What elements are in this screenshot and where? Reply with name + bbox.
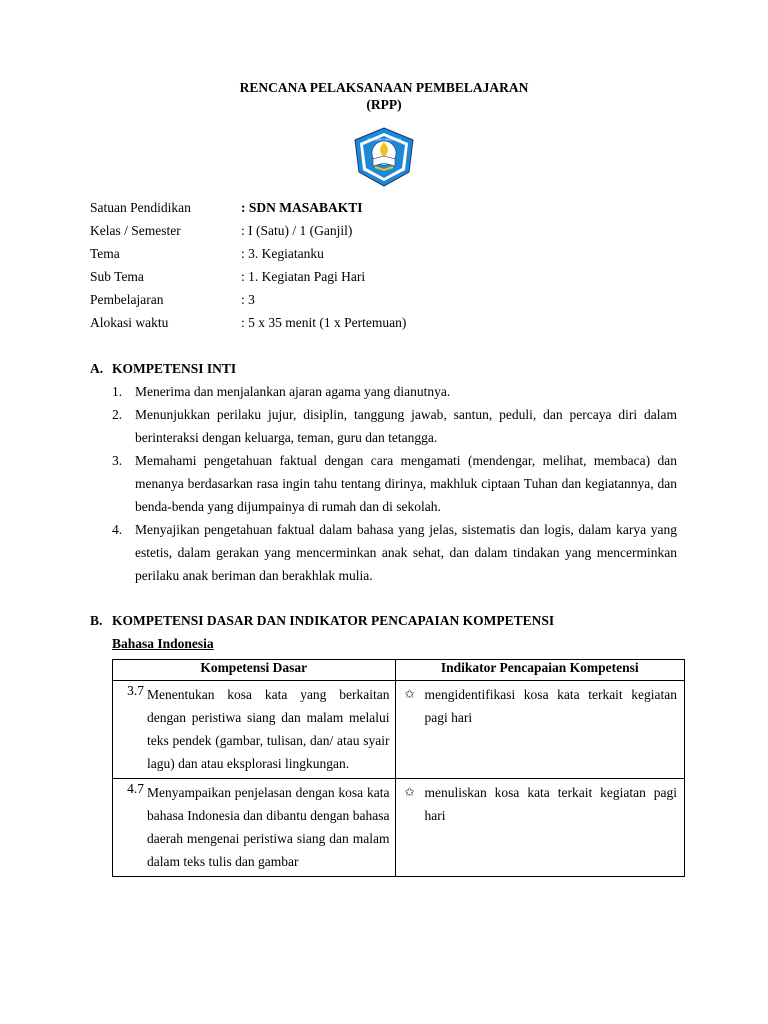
identity-value: : 3 (241, 292, 255, 307)
identity-row (90, 200, 690, 218)
identity-row (90, 269, 690, 287)
identity-value: : 5 x 35 menit (1 x Pertemuan) (241, 315, 407, 330)
column-header-kompetensi-dasar: Kompetensi Dasar (113, 660, 396, 681)
identity-value: : 3. Kegiatanku (241, 246, 324, 261)
table-header-row (113, 660, 685, 681)
indicator-cell (395, 681, 685, 779)
kd-cell (113, 681, 396, 779)
section-heading-kompetensi-dasar (90, 613, 554, 629)
list-item-text: Menunjukkan perilaku jujur, disiplin, tanggung jawab, santun, peduli, dan percaya diri dalam berinteraksi dengan keluarga, teman, guru dan tetangga. (135, 407, 677, 445)
identity-value: : 1. Kegiatan Pagi Hari (241, 269, 366, 284)
section-heading-kompetensi-inti (90, 361, 236, 377)
kd-text: Menyampaikan penjelasan dengan kosa kata bahasa Indonesia dan dibantu dengan bahasa daerah mengenai peristiwa siang dan malam dalam teks tulis dan gambar (147, 785, 390, 869)
list-item-number: 1. (112, 384, 123, 399)
indicator-cell (395, 779, 685, 877)
identity-row (90, 223, 690, 241)
identity-value: : I (Satu) / 1 (Ganjil) (241, 223, 353, 238)
identity-row (90, 315, 690, 333)
identity-label: Alokasi waktu (90, 315, 169, 330)
subject-heading: Bahasa Indonesia (112, 636, 214, 651)
competency-table (112, 659, 685, 877)
indicator-text: mengidentifikasi kosa kata terkait kegiatan pagi hari (424, 687, 677, 725)
logo-motto: TUT WURI HANDAYANI (367, 137, 401, 142)
list-item-text: Menerima dan menjalankan ajaran agama yang dianutnya. (135, 384, 451, 399)
document-subtitle: (RPP) (366, 97, 402, 112)
identity-row (90, 292, 690, 310)
list-item-number: 4. (112, 522, 123, 537)
identity-label: Kelas / Semester (90, 223, 181, 238)
kd-cell (113, 779, 396, 877)
identity-value: : SDN MASABAKTI (241, 200, 363, 215)
section-letter: B. (90, 613, 103, 628)
list-item-number: 3. (112, 453, 123, 468)
table-row (113, 681, 685, 779)
star-outline-icon: ✩ (404, 785, 415, 799)
identity-label: Tema (90, 246, 120, 261)
section-title: KOMPETENSI INTI (112, 361, 237, 376)
identity-label: Pembelajaran (90, 292, 164, 307)
identity-label: Satuan Pendidikan (90, 200, 191, 215)
section-title: KOMPETENSI DASAR DAN INDIKATOR PENCAPAIAN KOMPETENSI (112, 613, 555, 628)
kd-text: Menentukan kosa kata yang berkaitan dengan peristiwa siang dan malam melalui teks pendek (gambar, tulisan, dan/ atau syair lagu) dan atau eksplorasi lingkungan. (147, 687, 390, 771)
list-item-text: Menyajikan pengetahuan faktual dalam bahasa yang jelas, sistematis dan logis, dalam karya yang estetis, dalam gerakan yang mencerminkan anak sehat, dan dalam tindakan yang mencerminkan perilaku anak beriman dan berakhlak mulia. (135, 522, 677, 583)
tut-wuri-handayani-logo (351, 126, 417, 188)
kd-number: 4.7 (127, 781, 144, 796)
star-outline-icon: ✩ (404, 687, 415, 701)
identity-row (90, 246, 690, 264)
section-letter: A. (90, 361, 104, 376)
list-item-text: Memahami pengetahuan faktual dengan cara mengamati (mendengar, melihat, membaca) dan menanya berdasarkan rasa ingin tahu tentang dirinya, makhluk ciptaan Tuhan dan kegiatannya, dan benda-benda yang dijumpainya di rumah dan di sekolah. (135, 453, 677, 514)
kd-number: 3.7 (127, 683, 144, 698)
indicator-text: menuliskan kosa kata terkait kegiatan pagi hari (424, 785, 677, 823)
list-item-number: 2. (112, 407, 123, 422)
table-row (113, 779, 685, 877)
column-header-indikator: Indikator Pencapaian Kompetensi (395, 660, 685, 681)
identity-label: Sub Tema (90, 269, 144, 284)
document-title: RENCANA PELAKSANAAN PEMBELAJARAN (239, 80, 529, 95)
